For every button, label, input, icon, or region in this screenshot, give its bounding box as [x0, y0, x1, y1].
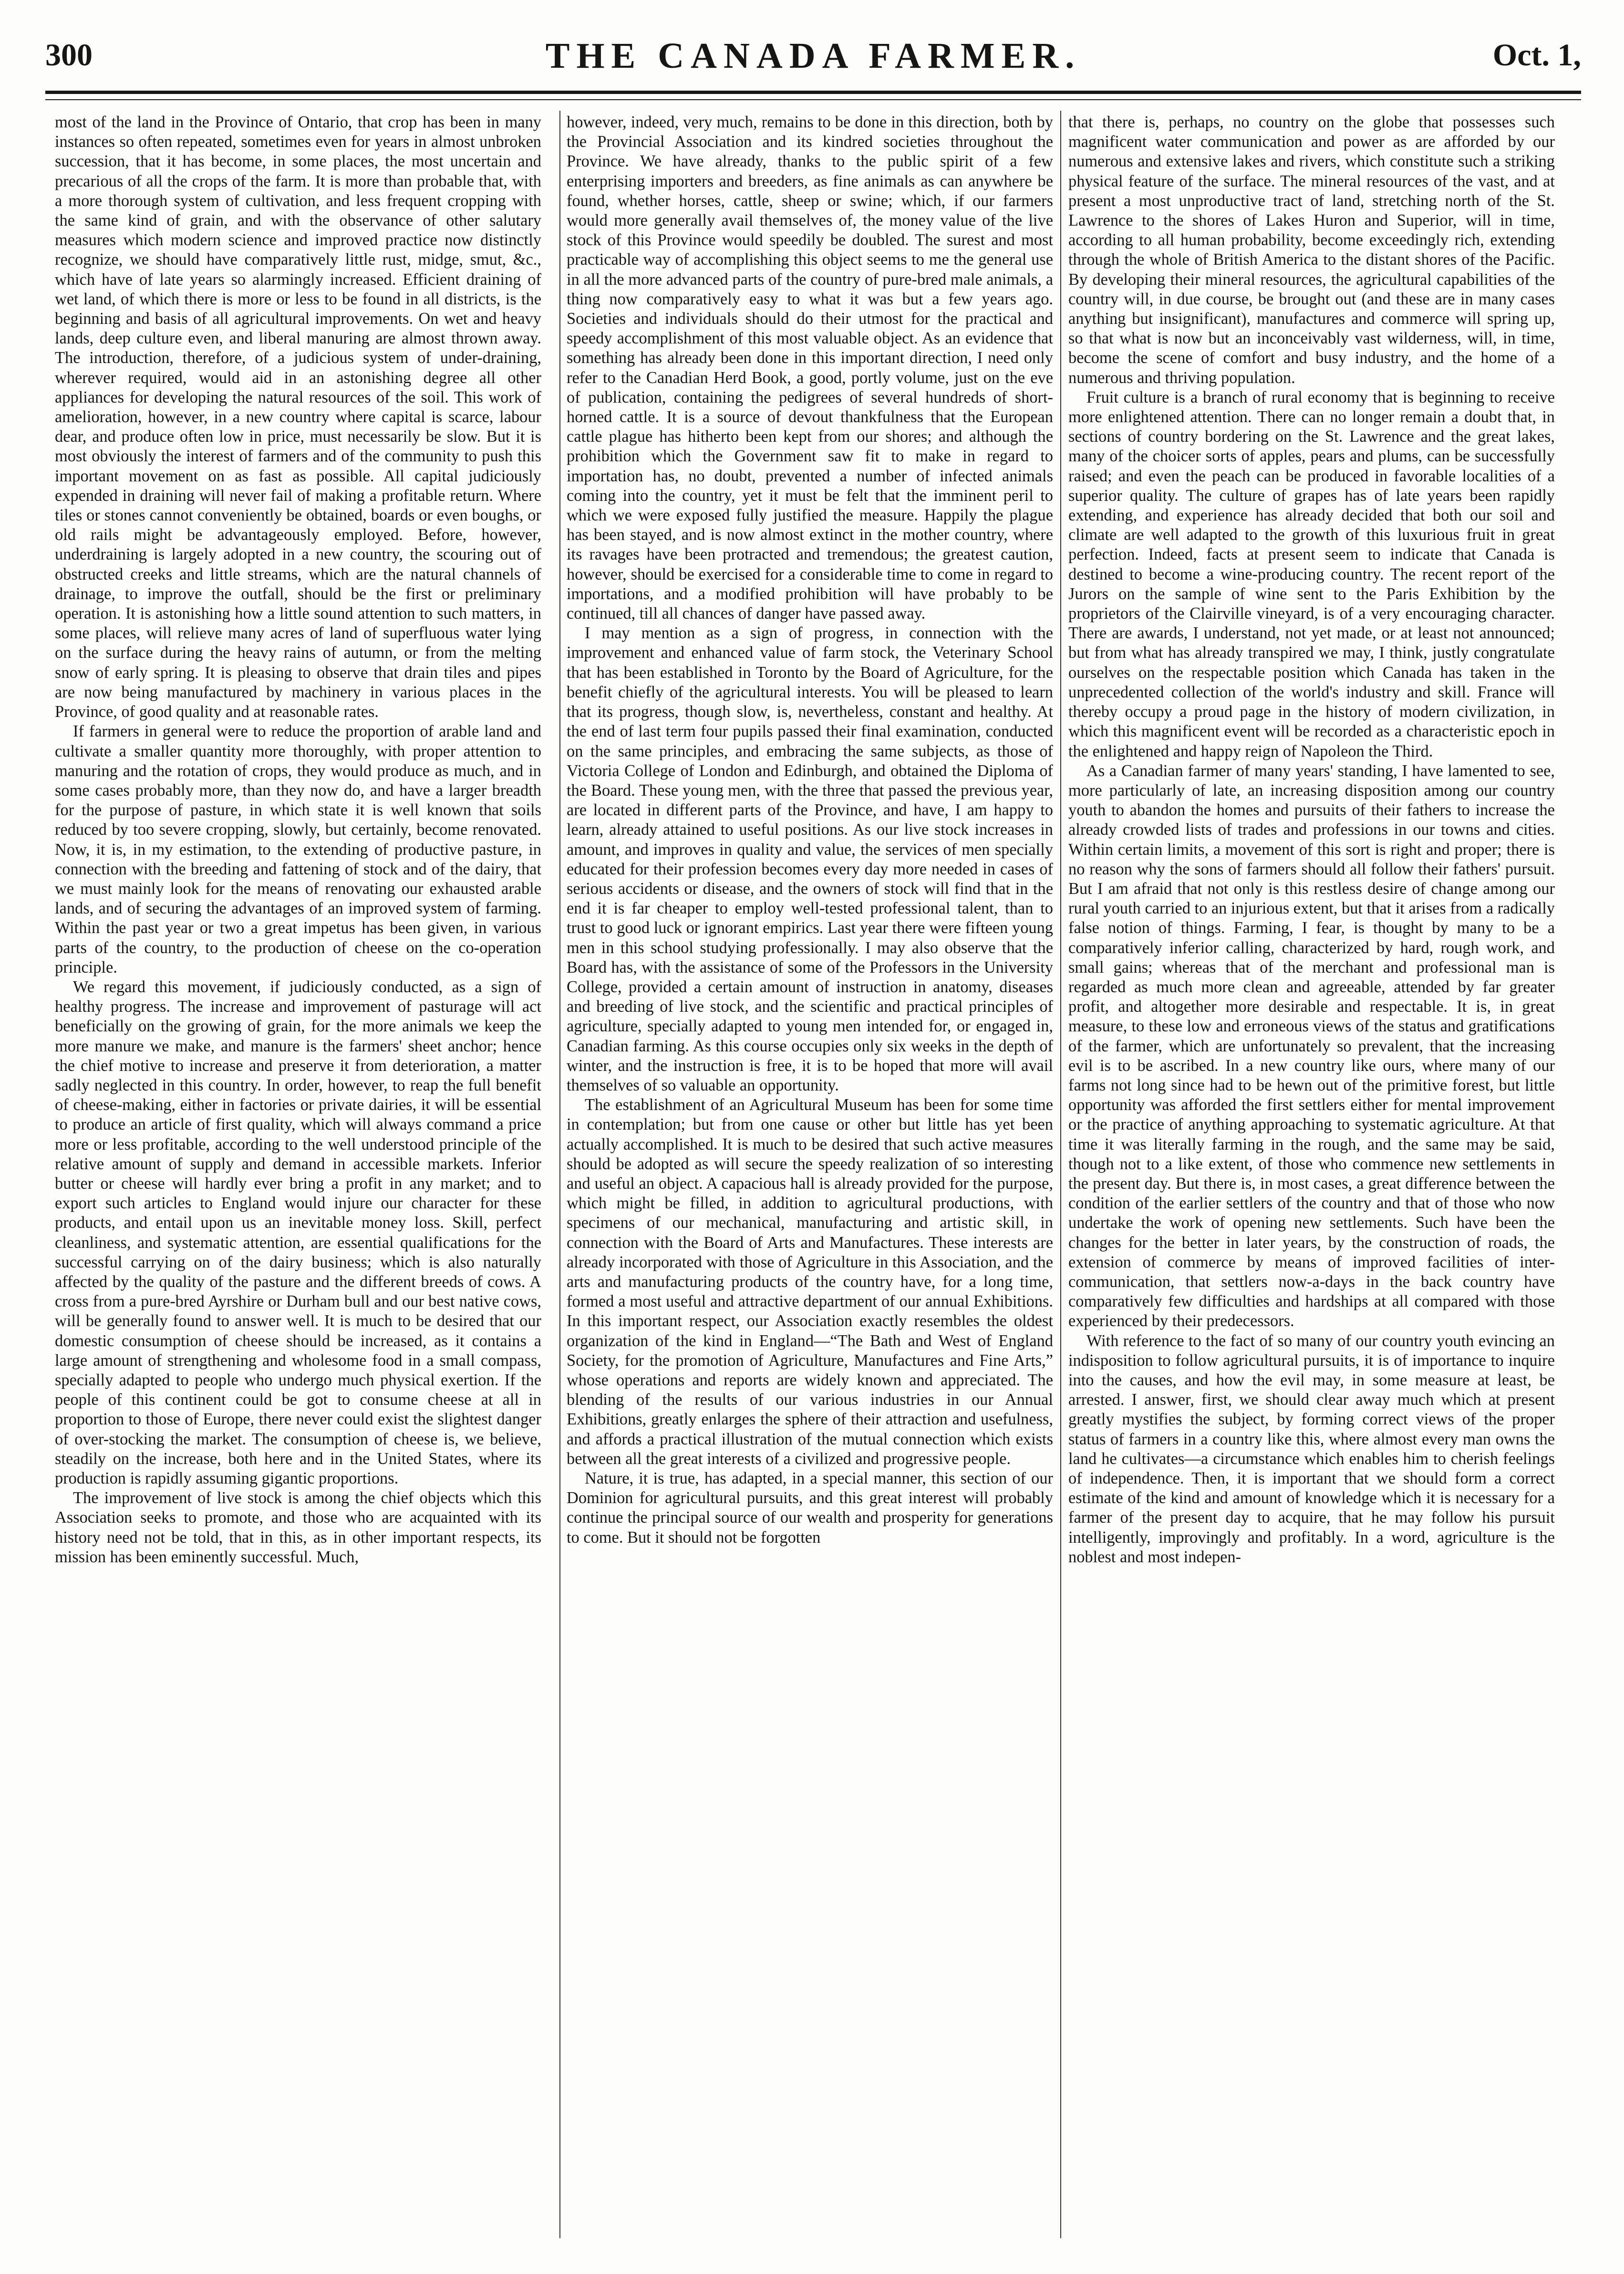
header-rule-thin: [45, 99, 1581, 100]
paragraph: that there is, perhaps, no country on the globe that possesses such magnificent water communication and power as are afforded by our numerous and extensive lakes and rivers, which constitute such a striking physical feature of the surface. The mineral resources of the vast, and at present a most unproductive tract of land, stretching north of the St. Lawrence to the shores of Lakes Huron and Superior, will in time, according to all human probability, become exceedingly rich, extending through the whole of British America to the distant shores of the Pacific. By developing their mineral resources, the agricultural capabilities of the country will, in due course, be brought out (and these are in many cases anything but insignificant), manufactures and commerce will spring up, so that what is now but an inconceivably vast wilderness, will, in time, become the scene of comfort and busy industry, and the home of a numerous and thriving population.: [1068, 113, 1555, 387]
paragraph: Nature, it is true, has adapted, in a special manner, this section of our Dominion for agricultural pursuits, and this great interest will probably continue the principal source of our wealth and prosperity for generations to come. But it should not be forgotten: [567, 1469, 1053, 1547]
header-rule-thick: [45, 91, 1581, 94]
column-3: [1068, 113, 1555, 2240]
page-header: [45, 29, 1581, 86]
paragraph: The establishment of an Agricultural Museum has been for some time in contemplation; but from one cause or other but little has yet been actually accomplished. It is much to be desired that such active measures should be adopted as will secure the speedy realization of so interesting and useful an object. A capacious hall is already provided for the purpose, which might be filled, in addition to agricultural productions, with specimens of our mechanical, manufacturing and artistic skill, in connection with the Board of Arts and Manufactures. These interests are already incorporated with those of Agriculture in this Association, and the arts and manufacturing products of the country have, for a long time, formed a most useful and attractive department of our annual Exhibitions. In this important respect, our Association exactly resembles the oldest organization of the kind in England—“The Bath and West of England Society, for the promotion of Agriculture, Manufactures and Fine Arts,” whose operations and reports are widely known and appreciated. The blending of the results of our various industries in our Annual Exhibitions, greatly enlarges the sphere of their attraction and usefulness, and affords a practical illustration of the mutual connection which exists between all the great interests of a civilized and progressive people.: [567, 1096, 1053, 1468]
column-divider: [1060, 111, 1061, 2238]
paragraph: We regard this movement, if judiciously conducted, as a sign of healthy progress. The increase and improvement of pasturage will act beneficially on the growing of grain, for the more animals we keep the more manure we make, and manure is the farmers' sheet anchor; hence the chief motive to increase and preserve it from deterioration, a matter sadly neglected in this country. In order, however, to reap the full benefit of cheese-making, either in factories or private dairies, it will be essential to produce an article of first quality, which will always command a price more or less profitable, according to the well understood principle of the relative amount of supply and demand in accessible markets. Inferior butter or cheese will hardly ever bring a profit in any market; and to export such articles to England would injure our character for these products, and entail upon us an inevitable money loss. Skill, perfect cleanliness, and systematic attention, are essential qualifications for the successful carrying on of the dairy business; which is also naturally affected by the quality of the pasture and the different breeds of cows. A cross from a pure-bred Ayrshire or Durham bull and our best native cows, will be generally found to answer well. It is much to be desired that our domestic consumption of cheese should be increased, as it contains a large amount of strengthening and wholesome food in a small compass, specially adapted to people who undergo much physical exertion. If the people of this continent could be got to consume cheese at all in proportion to those of Europe, there never could exist the slightest danger of over-stocking the market. The consumption of cheese is, we believe, steadily on the increase, both here and in the United States, where its production is rapidly assuming gigantic proportions.: [55, 977, 541, 1488]
page-number: 300: [45, 38, 93, 73]
paragraph: As a Canadian farmer of many years' standing, I have lamented to see, more particularly of late, an increasing disposition among our country youth to abandon the homes and pursuits of their fathers to increase the already crowded lists of trades and professions in our towns and cities. Within certain limits, a movement of this sort is right and proper; there is no reason why the sons of farmers should all follow their fathers' pursuit. But I am afraid that not only is this restless desire of change among our rural youth carried to an injurious extent, but that it arises from a radically false notion of things. Farming, I fear, is thought by many to be a comparatively inferior calling, characterized by hard, rough work, and small gains; whereas that of the merchant and professional man is regarded as much more clean and agreeable, attended by far greater profit, and altogether more desirable and respectable. It is, in great measure, to these low and erroneous views of the status and gratifications of the farmer, which are unfortunately so prevalent, that the increasing evil is to be ascribed. In a new country like ours, where many of our farms not long since had to be hewn out of the primitive forest, but little opportunity was afforded the first settlers either for mental improvement or the practice of anything approaching to systematic agriculture. At that time it was literally farming in the rough, and the same may be said, though not to a like extent, of those who commence new settlements in the present day. But there is, in most cases, a great difference between the condition of the earlier settlers of the country and that of those who now undertake the work of opening new settlements. Such have been the changes for the better in later years, by the construction of roads, the extension of commerce by means of improved facilities of inter-communication, that settlers now-a-days in the back country have comparatively few difficulties and hardships at all compared with those experienced by their predecessors.: [1068, 761, 1555, 1330]
masthead-title: THE CANADA FARMER.: [545, 36, 1081, 76]
paragraph: I may mention as a sign of progress, in connection with the improvement and enhanced value of farm stock, the Veterinary School that has been established in Toronto by the Board of Agriculture, for the benefit chiefly of the agricultural interests. You will be pleased to learn that its progress, though slow, is, nevertheless, constant and healthy. At the end of last term four pupils passed their final examination, conducted on the same principles, and embracing the same subjects, as those of Victoria College of London and Edinburgh, and obtained the Diploma of the Board. These young men, with the three that passed the previous year, are located in different parts of the Province, and have, I am happy to learn, already attained to useful positions. As our live stock increases in amount, and improves in quality and value, the services of men specially educated for their profession becomes every day more needed in cases of serious accidents or disease, and the owners of stock will find that in the end it is far cheaper to employ well-tested professional talent, than to trust to good luck or ignorant empirics. Last year there were fifteen young men in this school studying professionally. I may also observe that the Board has, with the assistance of some of the Professors in the University College, provided a certain amount of instruction in anatomy, diseases and breeding of live stock, and the scientific and practical principles of agriculture, specially adapted to young men intended for, or engaged in, Canadian farming. As this course occupies only six weeks in the depth of winter, and the instruction is free, it is to be hoped that more will avail themselves of so valuable an opportunity.: [567, 624, 1053, 1094]
paragraph: If farmers in general were to reduce the proportion of arable land and cultivate a smaller quantity more thoroughly, with proper attention to manuring and the rotation of crops, they would produce as much, and in some cases probably more, than they now do, and have a larger breadth for the purpose of pasture, in which state it is well known that soils reduced by too severe cropping, slowly, but certainly, become renovated. Now, it is, in my estimation, to the extending of productive pasture, in connection with the breeding and fattening of stock and of the dairy, that we must mainly look for the means of renovating our exhausted arable lands, and of securing the advantages of an improved system of farming. Within the past year or two a great impetus has been given, in various parts of the country, to the production of cheese on the co-operation principle.: [55, 722, 541, 976]
issue-date: Oct. 1,: [1492, 38, 1581, 73]
paragraph: most of the land in the Province of Ontario, that crop has been in many instances so often repeated, sometimes even for years in almost unbroken succession, that it has become, in some places, the most uncertain and precarious of all the crops of the farm. It is more than probable that, with a more thorough system of cultivation, and less frequent cropping with the same kind of grain, and with the observance of other salutary measures which modern science and improved practice now distinctly recognize, we should have comparatively little rust, midge, smut, &c., which have of late years so alarmingly increased. Efficient draining of wet land, of which there is more or less to be found in all districts, is the beginning and basis of all agricultural improvements. On wet and heavy lands, deep culture even, and liberal manuring are almost thrown away. The introduction, therefore, of a judicious system of under-draining, wherever required, would aid in an astonishing degree all other appliances for developing the natural resources of the soil. This work of amelioration, however, in a new country where capital is scarce, labour dear, and produce often low in price, must necessarily be slow. But it is most obviously the interest of farmers and of the community to push this important movement on as fast as possible. All capital judiciously expended in draining will never fail of making a profitable return. Where tiles or stones cannot conveniently be obtained, boards or even boughs, or old rails might be advantageously employed. Before, however, underdraining is largely adopted in a new country, the scouring out of obstructed creeks and little streams, which are the natural channels of drainage, to improve the outfall, should be the first or preliminary operation. It is astonishing how a little sound attention to such matters, in some places, will relieve many acres of land of superfluous water lying on the surface during the heavy rains of autumn, or from the melting snow of early spring. It is pleasing to observe that drain tiles and pipes are now being manufactured by machinery in various places in the Province, of good quality and at reasonable rates.: [55, 113, 541, 721]
paragraph: The improvement of live stock is among the chief objects which this Association seeks to promote, and those who are acquainted with its history need not be told, that in this, as in other important respects, its mission has been eminently successful. Much,: [55, 1489, 541, 1566]
paragraph: however, indeed, very much, remains to be done in this direction, both by the Provincial Association and its kindred societies throughout the Province. We have already, thanks to the public spirit of a few enterprising importers and breeders, as fine animals as can anywhere be found, whether horses, cattle, sheep or swine; which, if our farmers would more generally avail themselves of, the money value of the live stock of this Province would speedily be doubled. The surest and most practicable way of accomplishing this object seems to me the general use in all the more advanced parts of the country of pure-bred male animals, a thing now comparatively easy to what it was but a few years ago. Societies and individuals should do their utmost for the practical and speedy accomplishment of this most valuable object. As an evidence that something has already been done in this important direction, I need only refer to the Canadian Herd Book, a good, portly volume, just on the eve of publication, containing the pedigrees of several hundreds of short-horned cattle. It is a source of devout thankfulness that the European cattle plague has hitherto been kept from our shores; and although the prohibition which the Government saw fit to make in regard to importation has, no doubt, prevented a number of infected animals coming into the country, yet it must be felt that the imminent peril to which we were exposed fully justified the measure. Happily the plague has been stayed, and is now almost extinct in the mother country, where its ravages have been protracted and tremendous; the greatest caution, however, should be exercised for a considerable time to come in regard to importations, and a modified prohibition will have probably to be continued, till all chances of danger have passed away.: [567, 113, 1053, 623]
column-1: [55, 113, 541, 2240]
column-divider: [559, 111, 560, 2238]
paragraph: Fruit culture is a branch of rural economy that is beginning to receive more enlightened attention. There can no longer remain a doubt that, in sections of country bordering on the St. Lawrence and the great lakes, many of the choicer sorts of apples, pears and plums, can be successfully raised; and even the peach can be produced in favorable localities of a superior quality. The culture of grapes has of late years been rapidly extending, and experience has already decided that both our soil and climate are well adapted to the growth of this luxurious fruit in great perfection. Indeed, facts at present seem to indicate that Canada is destined to become a wine-producing country. The recent report of the Jurors on the sample of wine sent to the Paris Exhibition by the proprietors of the Clairville vineyard, is of a very encouraging character. There are awards, I understand, not yet made, or at least not announced; but from what has already transpired we may, I think, justly congratulate ourselves on the respectable position which Canada has taken in the unprecedented collection of the world's industry and skill. France will thereby occupy a proud page in the history of modern civilization, in which this magnificent event will be recorded as a characteristic epoch in the enlightened and happy reign of Napoleon the Third.: [1068, 388, 1555, 760]
paragraph: With reference to the fact of so many of our country youth evincing an indisposition to follow agricultural pursuits, it is of importance to inquire into the causes, and how the evil may, in some measure at least, be arrested. I answer, first, we should clear away much which at present greatly mystifies the subject, by forming correct views of the proper status of farmers in a country like this, where almost every man owns the land he cultivates—a circumstance which enables him to cherish feelings of independence. Then, it is important that we should form a correct estimate of the kind and amount of knowledge which it is necessary for a farmer of the present day to acquire, that he may follow his pursuit intelligently, improvingly and profitably. In a word, agriculture is the noblest and most indepen-: [1068, 1331, 1555, 1566]
column-2: [567, 113, 1053, 2240]
